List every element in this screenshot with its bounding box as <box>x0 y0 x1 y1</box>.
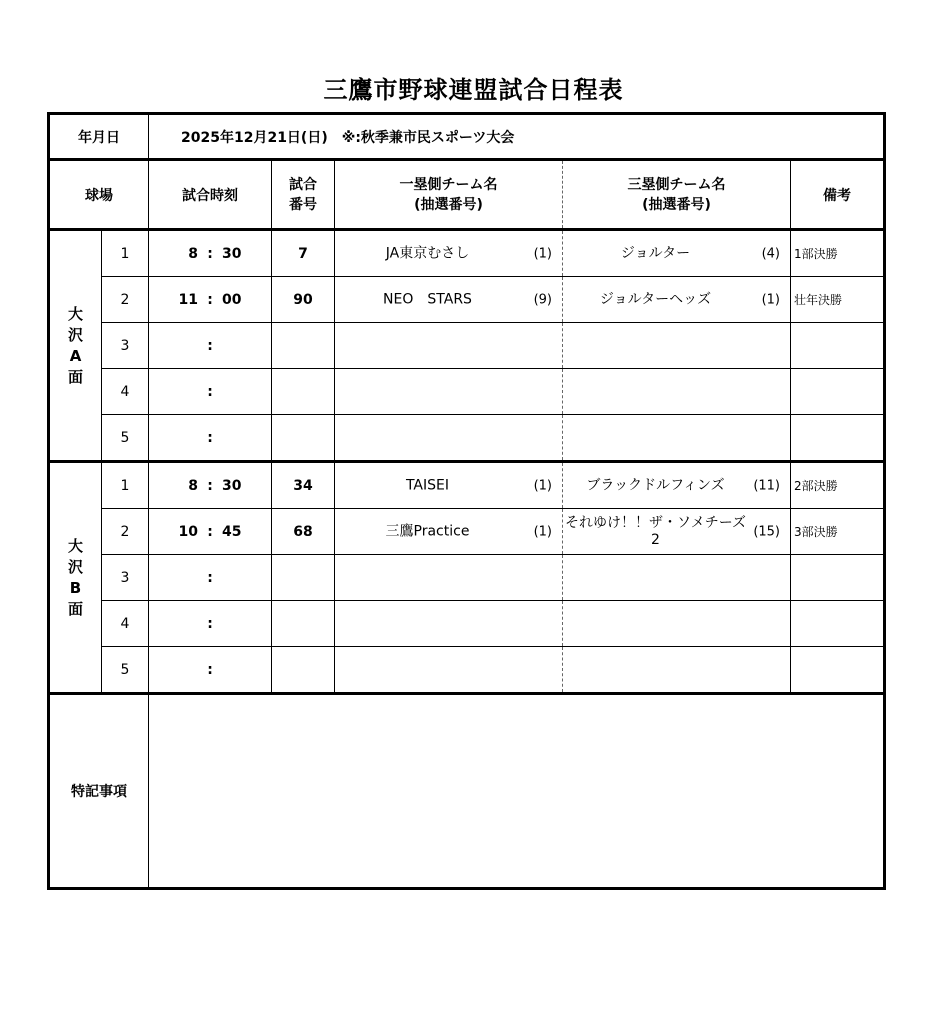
third-base-team <box>563 230 791 277</box>
table-row <box>49 415 885 462</box>
col-notes-header: 備考 <box>791 160 885 230</box>
col-game-header <box>272 160 335 230</box>
row-number: 3 <box>102 555 149 601</box>
row-number: 1 <box>102 230 149 277</box>
match-time-colon: : <box>207 615 213 632</box>
note: 2部決勝 <box>791 462 885 509</box>
third-base-team <box>563 369 791 415</box>
first-base-team <box>335 230 563 277</box>
venue-name-char: 沢 <box>67 325 83 344</box>
first-base-team <box>335 462 563 509</box>
third-base-draw-number: (11) <box>753 478 780 493</box>
third-base-team-wrap <box>563 369 790 414</box>
match-time-hour: 8 <box>188 245 198 262</box>
match-time <box>149 369 272 415</box>
match-time <box>149 601 272 647</box>
third-base-team <box>563 323 791 369</box>
game-number <box>272 323 335 369</box>
first-base-draw-number: (1) <box>533 478 552 493</box>
row-number: 2 <box>102 509 149 555</box>
venue-name-char: 大 <box>67 536 83 555</box>
note: 3部決勝 <box>791 509 885 555</box>
date-row <box>49 114 885 160</box>
page-title: 三鷹市野球連盟試合日程表 <box>323 76 624 104</box>
table-row <box>49 647 885 694</box>
third-base-team-wrap <box>563 601 790 646</box>
first-base-team-wrap <box>335 601 562 646</box>
first-base-team-wrap <box>335 369 562 414</box>
col-field-header: 球場 <box>49 160 149 230</box>
match-time-colon: : <box>207 661 213 678</box>
venue-name <box>49 230 102 462</box>
third-base-team <box>563 601 791 647</box>
match-time <box>149 277 272 323</box>
note <box>791 647 885 694</box>
third-base-draw-number: (1) <box>761 292 780 307</box>
match-time <box>149 462 272 509</box>
venue-name-char: A <box>69 346 82 365</box>
first-base-team <box>335 277 563 323</box>
match-time-colon: : <box>207 523 213 540</box>
venue-name-char: 大 <box>67 304 83 323</box>
third-base-team-name: ジョルターヘッズ <box>599 291 712 307</box>
column-header-row <box>49 160 885 230</box>
table-row <box>49 601 885 647</box>
note <box>791 323 885 369</box>
venue-name-char: 沢 <box>67 557 83 576</box>
table-row <box>49 369 885 415</box>
third-base-team-wrap <box>563 555 790 600</box>
venue-name-char: B <box>69 578 82 597</box>
note <box>791 369 885 415</box>
third-base-team-wrap <box>563 647 790 692</box>
first-base-team-name: JA東京むさし <box>385 245 470 261</box>
col-time-header: 試合時刻 <box>149 160 272 230</box>
match-time-minute: 30 <box>222 245 242 262</box>
note: 1部決勝 <box>791 230 885 277</box>
first-base-team-wrap <box>335 231 562 276</box>
note: 壮年決勝 <box>791 277 885 323</box>
note <box>791 601 885 647</box>
table-row <box>49 230 885 277</box>
table-row <box>49 462 885 509</box>
table-row <box>49 509 885 555</box>
match-time-minute: 00 <box>222 291 242 308</box>
third-base-team-wrap <box>563 415 790 460</box>
first-base-team-name: NEO STARS <box>383 291 472 307</box>
third-base-team-wrap <box>563 323 790 368</box>
col-game-header-line2: 番号 <box>289 196 317 213</box>
row-number: 5 <box>102 647 149 694</box>
game-number: 68 <box>272 509 335 555</box>
note <box>791 415 885 462</box>
match-time <box>149 509 272 555</box>
game-number <box>272 555 335 601</box>
game-number <box>272 415 335 462</box>
first-base-team <box>335 323 563 369</box>
table-row <box>49 555 885 601</box>
game-number <box>272 647 335 694</box>
first-base-team-name: TAISEI <box>405 477 450 493</box>
first-base-team <box>335 601 563 647</box>
third-base-team <box>563 415 791 462</box>
match-time-minute: 45 <box>222 523 242 540</box>
match-time-colon: : <box>207 383 213 400</box>
game-number: 7 <box>272 230 335 277</box>
first-base-team-wrap <box>335 323 562 368</box>
first-base-team-wrap <box>335 415 562 460</box>
first-base-team <box>335 555 563 601</box>
row-number: 4 <box>102 369 149 415</box>
venue-name-char: 面 <box>67 367 83 386</box>
first-base-team-wrap <box>335 277 562 322</box>
venue-name <box>49 462 102 694</box>
col-third-header-line1: 三塁側チーム名 <box>627 176 726 193</box>
game-number: 90 <box>272 277 335 323</box>
third-base-team <box>563 277 791 323</box>
match-time-minute: 30 <box>222 477 242 494</box>
third-base-team-name: ブラックドルフィンズ <box>586 477 725 493</box>
match-time <box>149 230 272 277</box>
row-number: 5 <box>102 415 149 462</box>
match-time-colon: : <box>207 245 213 262</box>
third-base-team-name: ジョルター <box>620 245 691 261</box>
match-time-hour: 10 <box>178 523 198 540</box>
first-base-team-wrap <box>335 463 562 508</box>
first-base-team <box>335 509 563 555</box>
row-number: 4 <box>102 601 149 647</box>
third-base-team <box>563 647 791 694</box>
game-number: 34 <box>272 462 335 509</box>
special-notes-row <box>49 694 885 889</box>
row-number: 1 <box>102 462 149 509</box>
col-third-header <box>563 160 791 230</box>
third-base-draw-number: (4) <box>761 246 780 261</box>
first-base-draw-number: (9) <box>533 292 552 307</box>
row-number: 2 <box>102 277 149 323</box>
first-base-team-wrap <box>335 647 562 692</box>
schedule-table <box>47 112 886 890</box>
first-base-team-name: 三鷹Practice <box>385 523 470 539</box>
match-time-colon: : <box>207 569 213 586</box>
match-time <box>149 323 272 369</box>
match-time <box>149 555 272 601</box>
first-base-team-wrap <box>335 509 562 554</box>
col-first-header-line1: 一塁側チーム名 <box>399 176 498 193</box>
third-base-team <box>563 462 791 509</box>
third-base-team-wrap <box>563 509 790 554</box>
col-third-header-line2: (抽選番号) <box>642 196 711 213</box>
col-first-header-line2: (抽選番号) <box>414 196 483 213</box>
match-time-colon: : <box>207 477 213 494</box>
first-base-team <box>335 415 563 462</box>
col-game-header-line1: 試合 <box>289 176 317 193</box>
first-base-team <box>335 369 563 415</box>
match-time <box>149 415 272 462</box>
special-notes-label: 特記事項 <box>49 694 149 889</box>
table-row <box>49 323 885 369</box>
date-value: 2025年12月21日(日) ※:秋季兼市民スポーツ大会 <box>149 114 885 160</box>
first-base-team <box>335 647 563 694</box>
game-number <box>272 601 335 647</box>
special-notes-value <box>149 694 885 889</box>
third-base-team <box>563 509 791 555</box>
venue-name-char: 面 <box>67 599 83 618</box>
third-base-team-name: それゆけ！！ザ・ソメチーズ2 <box>564 514 747 548</box>
third-base-draw-number: (15) <box>753 524 780 539</box>
table-row <box>49 277 885 323</box>
match-time <box>149 647 272 694</box>
note <box>791 555 885 601</box>
match-time-hour: 11 <box>178 291 198 308</box>
first-base-draw-number: (1) <box>533 524 552 539</box>
row-number: 3 <box>102 323 149 369</box>
third-base-team-wrap <box>563 231 790 276</box>
date-label: 年月日 <box>49 114 149 160</box>
first-base-draw-number: (1) <box>533 246 552 261</box>
col-first-header <box>335 160 563 230</box>
third-base-team-wrap <box>563 277 790 322</box>
game-number <box>272 369 335 415</box>
match-time-colon: : <box>207 429 213 446</box>
third-base-team-wrap <box>563 463 790 508</box>
match-time-colon: : <box>207 337 213 354</box>
first-base-team-wrap <box>335 555 562 600</box>
match-time-hour: 8 <box>188 477 198 494</box>
third-base-team <box>563 555 791 601</box>
match-time-colon: : <box>207 291 213 308</box>
